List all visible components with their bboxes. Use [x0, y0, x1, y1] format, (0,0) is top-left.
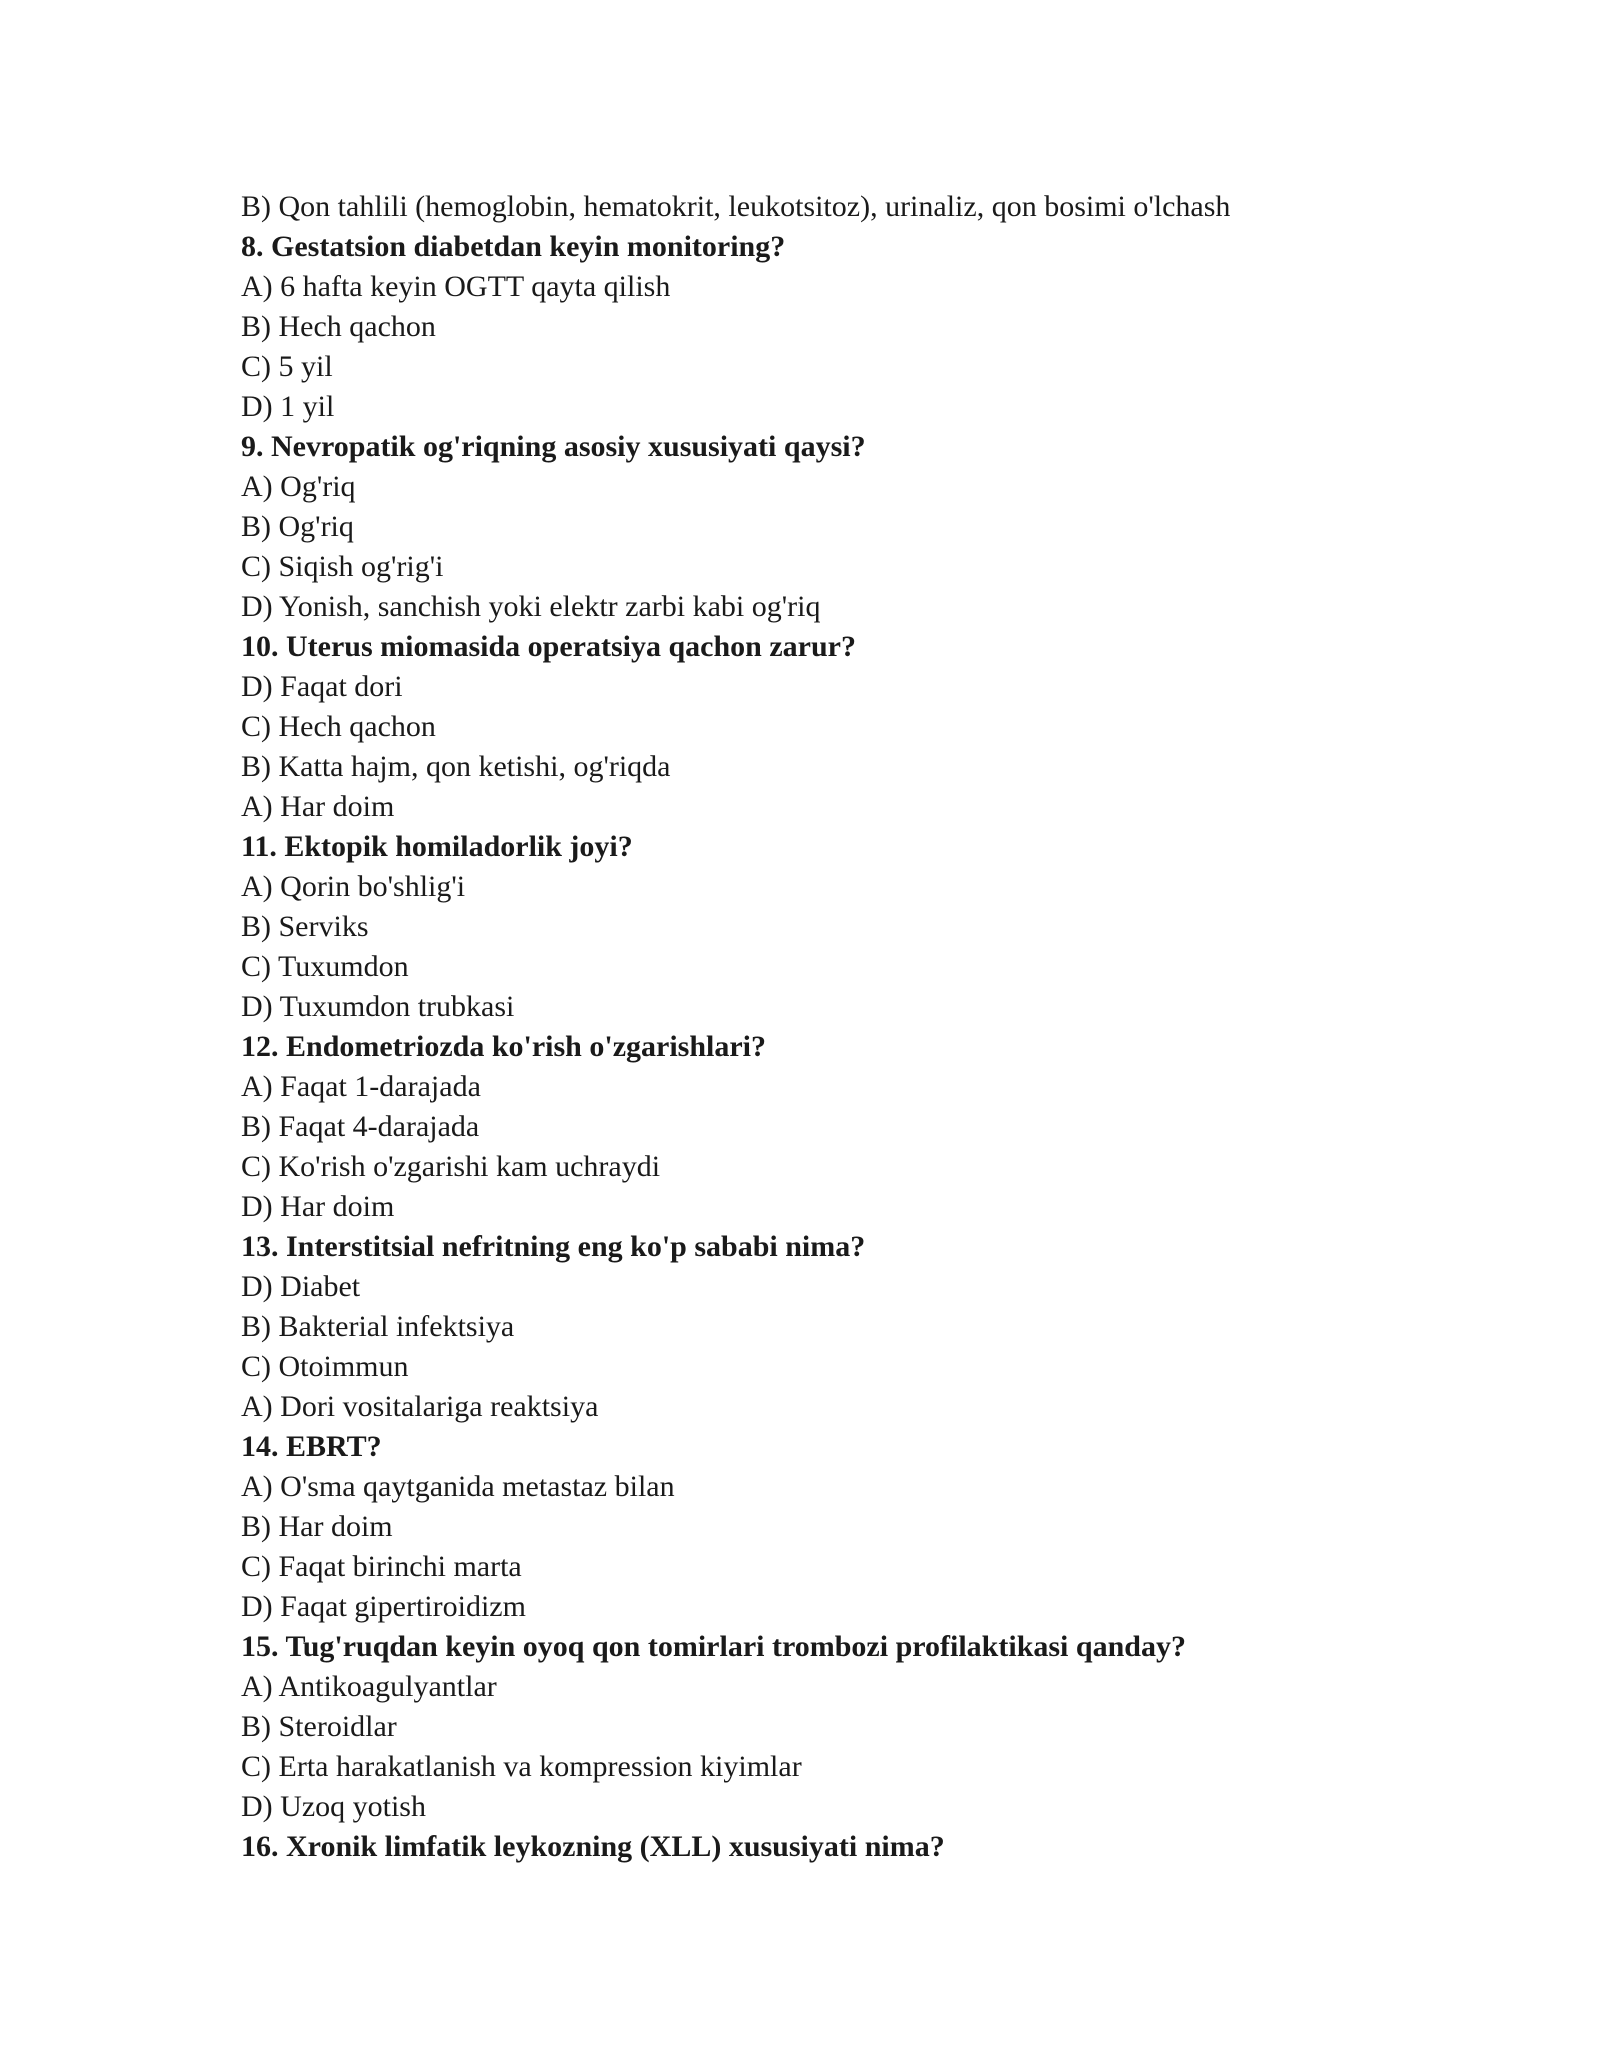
- option-line: B) Katta hajm, qon ketishi, og'riqda: [241, 750, 671, 783]
- option-line: A) O'sma qaytganida metastaz bilan: [241, 1470, 675, 1503]
- option-line: B) Bakterial infektsiya: [241, 1310, 515, 1343]
- option-line: B) Og'riq: [241, 510, 354, 543]
- question-list: [241, 187, 1441, 1867]
- option-line: A) Har doim: [241, 790, 395, 823]
- question-title: 11. Ektopik homiladorlik joyi?: [241, 830, 633, 863]
- option-line: D) Har doim: [241, 1190, 395, 1223]
- option-line: C) Siqish og'rig'i: [241, 550, 444, 583]
- option-line: B) Hech qachon: [241, 310, 436, 343]
- question-block: [241, 1827, 1441, 1867]
- option-line: C) 5 yil: [241, 350, 333, 383]
- question-block: [241, 1627, 1441, 1827]
- option-line: A) Qorin bo'shlig'i: [241, 870, 466, 903]
- option-line: C) Hech qachon: [241, 710, 436, 743]
- option-line: D) Tuxumdon trubkasi: [241, 990, 515, 1023]
- question-block: [241, 1427, 1441, 1627]
- option-line: A) Faqat 1-darajada: [241, 1070, 481, 1103]
- option-line: A) Dori vositalariga reaktsiya: [241, 1390, 599, 1423]
- question-block: [241, 227, 1441, 427]
- option-line: A) 6 hafta keyin OGTT qayta qilish: [241, 270, 671, 303]
- question-title: 8. Gestatsion diabetdan keyin monitoring?: [241, 230, 786, 263]
- option-line: B) Qon tahlili (hemoglobin, hematokrit, leukotsitoz), urinaliz, qon bosimi o'lchash: [241, 190, 1231, 223]
- option-line: A) Og'riq: [241, 470, 356, 503]
- option-line: C) Erta harakatlanish va kompression kiyimlar: [241, 1750, 802, 1783]
- option-line: C) Ko'rish o'zgarishi kam uchraydi: [241, 1150, 661, 1183]
- option-line: B) Steroidlar: [241, 1710, 397, 1743]
- option-line: D) Faqat gipertiroidizm: [241, 1590, 526, 1623]
- option-line: C) Faqat birinchi marta: [241, 1550, 522, 1583]
- question-title: 13. Interstitsial nefritning eng ko'p sababi nima?: [241, 1230, 866, 1263]
- option-line: D) Faqat dori: [241, 670, 403, 703]
- question-block: [241, 1227, 1441, 1427]
- option-line: B) Har doim: [241, 1510, 393, 1543]
- question-title: 15. Tug'ruqdan keyin oyoq qon tomirlari trombozi profilaktikasi qanday?: [241, 1630, 1186, 1663]
- question-title: 9. Nevropatik og'riqning asosiy xususiyati qaysi?: [241, 430, 866, 463]
- option-line: B) Serviks: [241, 910, 369, 943]
- question-block: [241, 427, 1441, 627]
- question-title: 12. Endometriozda ko'rish o'zgarishlari?: [241, 1030, 766, 1063]
- option-line: C) Tuxumdon: [241, 950, 409, 983]
- option-line: B) Faqat 4-darajada: [241, 1110, 480, 1143]
- option-line: D) Yonish, sanchish yoki elektr zarbi kabi og'riq: [241, 590, 821, 623]
- question-block: [241, 827, 1441, 1027]
- question-title: 10. Uterus miomasida operatsiya qachon zarur?: [241, 630, 856, 663]
- option-line: C) Otoimmun: [241, 1350, 409, 1383]
- option-line: D) Diabet: [241, 1270, 361, 1303]
- option-line: D) Uzoq yotish: [241, 1790, 426, 1823]
- option-line: A) Antikoagulyantlar: [241, 1670, 497, 1703]
- question-block: [241, 1027, 1441, 1227]
- question-title: 16. Xronik limfatik leykozning (XLL) xususiyati nima?: [241, 1830, 945, 1863]
- option-line: D) 1 yil: [241, 390, 335, 423]
- question-block: [241, 627, 1441, 827]
- question-title: 14. EBRT?: [241, 1430, 382, 1463]
